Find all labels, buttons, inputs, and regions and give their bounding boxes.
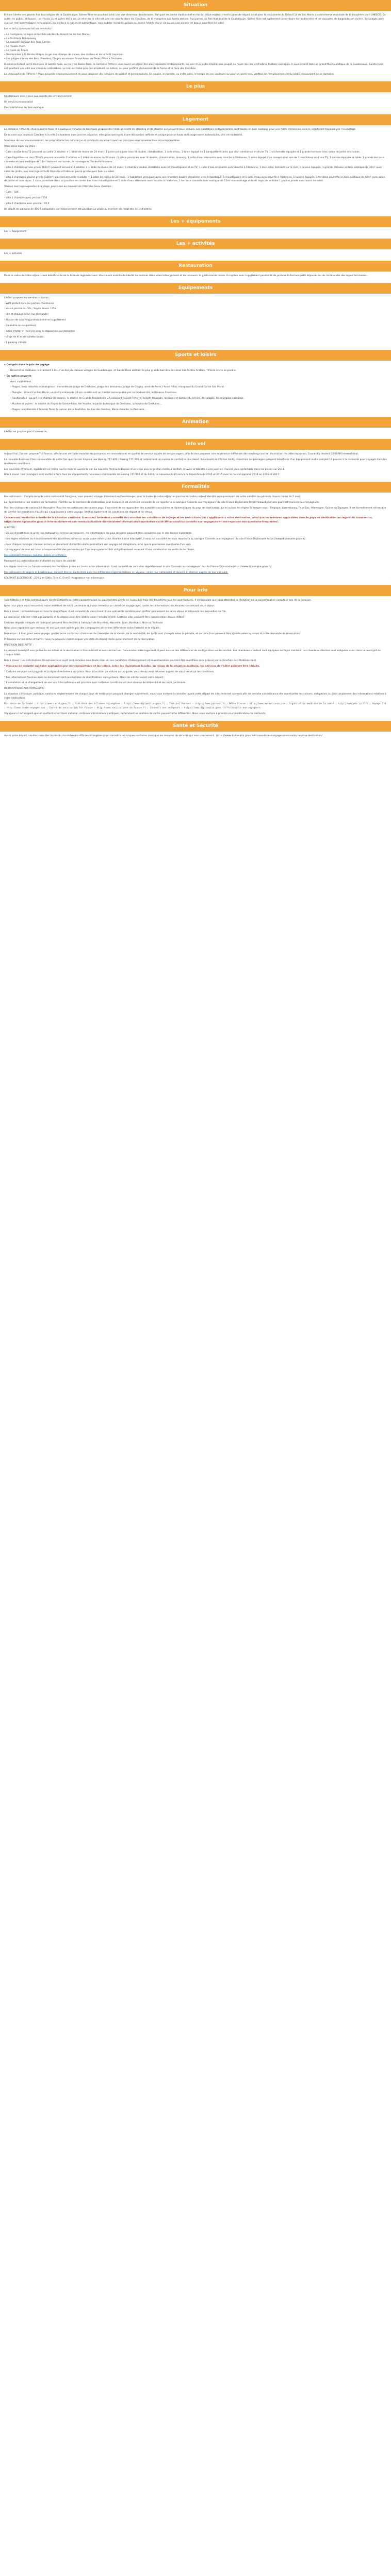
section-equipements-plus bbox=[0, 227, 391, 239]
info-vol-paragraph: Aujourd'hui, Corsair propose TUI France, affiche une véritable mondial en puissance, en innovation et en qualité de service auprès de ses passagers, afin de leur proposer une expérience différente dès son long courrier. Illustration de cette impulsion, Corsair/Ey devient CORSAIR International. bbox=[4, 452, 359, 455]
section-sports bbox=[0, 361, 391, 417]
formalites-note: - En cas d'écart avec la grille nos compagnies (et nos partenaires), les informations les plus récentes peuvent être consultées sur le site France diplomatie. bbox=[4, 532, 192, 535]
situation-paragraph: Idéalement placé entre Deshaies et Sainte-Rose, au nord de Basse-Terre, le Domaine TIPlerre vous ouvre un séjour des plus reposants et dépaysants, au sein d'un jardin tropical pas peuplé de fleurs des îles et d'arbres fruitiers exotiques. Il vous attend dans un grand flux touristique de la Guadeloupe, Sainte-Rose est pourtant une ville aux charmes indéniables. Le coin est idéal pour les amateurs de nature, ou pour profiter pleinement de la faune et la flore des Caraïbes. bbox=[4, 63, 384, 70]
le-plus-intro: On demeure mes Il bien aux abords des environnement bbox=[4, 95, 72, 98]
pour-info-links[interactable]: Ministère de la Santé : https://www.santé.gouv.fr ; Ministère des Affaires étrangères : https://www.diplomatie.gouv.fr ; Institut Pasteur : https://www.pasteur.fr ; Météo France : http://www.meteofrance.com ; Organisation mondiale de la santé : http://www.who.int/fr/ ; Voyage 2.0 : http://www.sante-voyages.com ; Centre de vaccination Air France : http://www.vaccinations-airfrance.fr ; Conseils aux voyageurs : https://www.diplomatie.gouv.fr/fr/conseils-aux-voyageurs bbox=[4, 703, 386, 709]
sports-option bbox=[4, 375, 387, 379]
formalites-paragraph: Les règles relatives au franchissement des frontières prime sur toute autre information. Il est conseillé de consulter régulièrement le site 'Conseils aux voyageurs' du site France Diplomatie https://www.diplomatie.gouv.fr/. bbox=[4, 566, 272, 569]
formalites-note: - Les règles relatives au franchissement des frontières prime sur toute autre information donnée à titre informatif, il vous est conseillé de vous reporter à la rubrique 'Conseils aux voyageurs' du site France Diplomatie https://www.diplomatie.gouv.fr/. bbox=[4, 537, 306, 540]
list-item: - Plongée : Grand Cul-Sac-Marin, un récif corallien de 29 km constituant un habitat remarquable par sa biodiversité, le Réserve Cousteau. bbox=[10, 392, 177, 395]
situation-intro: Encore intime des grands flux touristiques de la Guadeloupe, Sainte-Rose se prochant ainsi une vue charmeur dombreuses. Son port de pêche traditionnel en fait un atout majeur. Il est le point de départ idéal pour la découverte du Grand Cul de Sac Marin, classé réserve mondiale de la biosphère par l'UNESCO. En outre, en public, en bouse... Je n'avais vu et guère été à sol. Le relief de la ville est une vie colorée dans les Caraïbes, de la mangrove aux forêts denses. Aux portes du Parc National de la Guadeloupe, Sainte-Rose est également un territoire de randonnées et de cascades, de baignades en rivière. Ses plages avec vue sur mer sont typiques de la région, qui invite à la nature et authentique, sans oublier les belles plages ou calme hérités d'une vie au pouvoir animer de beaux couchers de soleil. bbox=[4, 14, 386, 25]
section-situation bbox=[0, 11, 391, 81]
pour-info-paragraph: Bon à savoir : la Guadeloupe est une île magnifique. Il est conseillé de vous munir d'une voiture de location pour profiter pleinement de votre séjour et découvrir les merveilles de l'île. bbox=[4, 610, 227, 613]
sports-text: Déserté/les Deshaies, si vraiment à mr., l'un des plus beaux villages de Guadeloupe, et Sainte-Rose abritant la plus grande barrière de corail des Petites Antilles, TIPierre invite sa piscine. bbox=[10, 369, 237, 372]
formalites-link[interactable]: Ressortissants français (adultes, bébés et enfants) : bbox=[4, 554, 67, 557]
formalites-note: - Pour chaque passager (mineur inclus) un document d'identité valide permettant son voyage est obligatoire, ainsi que la possession éventuelle d'un visa. bbox=[4, 543, 191, 546]
formalites-covid-warning: Concernant l'évolution actuelle de la situation sanitaire, il vous est fortement conseillé de consulter les conditions de voyage et les restrictions qui s'appliquent à votre destination, ainsi que les mesures applicables dans le pays de destination au regard du coronavirus. https://www.diplomatie.gouv.fr/fr/le-ministere-et-son-reseau/actualites-du-ministere/informations-coronavirus-covid-19/coronavirus-conseils-aux-voyageurs-et-nos-reponses-aux-questions-frequentes/. bbox=[4, 517, 373, 523]
list-item: - Linge de lit et de toilette fourni. bbox=[4, 335, 44, 338]
pour-info-paragraph: Précisions sur les dates et tarifs : nous ne pouvons communiquer une date de départ réelle qu'au moment de la réservation. bbox=[4, 638, 155, 641]
section-logement bbox=[0, 125, 391, 216]
situation-paragraph: La philosophie de TIPierre ? Vous accueillir chaleureusement et vous proposer des services de qualité et personnalisés. En couple, en famille, ou entre amis, le temps de vos vacances ou pour un week-end, profitez de l'emplacement et du cadre ressourçant de ce domaine. bbox=[4, 73, 335, 76]
equip-intro: L'hôtel propose les services suivants : bbox=[4, 296, 51, 299]
pour-info-paragraph: Taxe hôtelière et frais communiqués seront réceptifs de votre consommation ou pouvant être payés en euros. Les frais des transferts nous les sont facturés. Il est possible que vous attendiez la réception de la consommation compteur lors de la livraison. bbox=[4, 599, 312, 602]
logement-unit: - Case Fagotière sur mer (T3m²) pouvant accueillir 2 adultes + 1 bébé de moins de 24 mois : 1 pièce principale avec lit double, climatisation, dressing, 1 salle d'eau attenante avec douche à l'italienne, 1 salon équipé d'un canapé ainsi que de 1 ventilateur et d'une TV, 1 cuisine équipée et table. 1 grande terrasse couverte en bois exotique de 11m² donnant sur la mer, le mornage et l'île de Kahouanne. bbox=[4, 156, 384, 163]
sante-text: Avant votre départ, veuillez consulter le site du ministère des Affaires étrangères pour connaître les risques sanitaires ainsi que les mesures de sécurité qui vous concernent : https://www.diplomatie.gouv.fr/fr/conseils-aux-voyageurs/conseils-par-pays-destination/ bbox=[4, 734, 322, 737]
list-item: • La route de Rhum bbox=[4, 49, 387, 53]
list-item: - Randonnées : au gré des champs de cannes, la chaîne de Grande Randonnée GR1 passant devant TIPierre, la forêt tropicale, les bains et lactiers du lemier, des plages, les multiples cascades. bbox=[10, 397, 245, 400]
section-header-sports: Sports et loisirs bbox=[0, 350, 391, 361]
page bbox=[0, 0, 391, 743]
section-header-equipements-plus: Les + équipements bbox=[0, 216, 391, 227]
section-header-sante: Santé et Sécurité bbox=[0, 721, 391, 732]
situation-list-intro: Les + de la commune (et ses environs) : bbox=[4, 27, 53, 30]
info-vol-paragraph: Les nouvelles Premium, également en vente tout le monde suivant le vol. La nouvelle Premium dispose d'un siège plus large d'un meilleur confort, et avec la tablette a une position d'accès plus confortable dans les places sur 2014. bbox=[4, 468, 285, 471]
animation-text: L'hôtel ne propose pas d'animation. bbox=[4, 430, 48, 433]
logement-paragraph: Un dépôt de garantie de 400 € obligatoire par hébergement est payable sur place au moment de l'état des lieux d'entrée. bbox=[4, 208, 153, 211]
le-plus-line: Un service personnalisé bbox=[4, 100, 34, 104]
section-activites-plus bbox=[0, 249, 391, 261]
list-item: - Station de coaching professionnel en supplément bbox=[4, 319, 66, 322]
section-animation bbox=[0, 428, 391, 439]
pour-info-paragraph: Nous vous rappelons que certains de vos vols sont opérés par des compagnies aériennes différentes selon l'arrivée et le départ. bbox=[4, 627, 160, 630]
section-header-formalites: Formalités bbox=[0, 482, 391, 493]
list-item: • La cascade du Saut des Trois Cordes bbox=[4, 41, 387, 45]
formalites-bullet: Passeport ou carte nationale d'identité en cours de validité bbox=[4, 560, 76, 563]
equipements-text: Les + équipement bbox=[4, 230, 27, 233]
logement-fee: - Villa 2 chambres avec piscine : 95 € bbox=[4, 202, 50, 206]
pour-info-paragraph: Certains départs indiqués de l'aéroport peuvent être décalés à l'aéroport de Bruxelles, Marseille, Lyon, Bordeaux, Nice ou Toulouse. bbox=[4, 621, 164, 624]
pour-info-paragraph: * L'annulation et le changement de vos vols internationaux est possible sous certaines conditions et sous réserve de disponibilité de notre partenaire. bbox=[4, 682, 186, 685]
list-item: • Les plages d'Anse des Ilets, Plessiers, Clugny ou encore Grand Anse, de Perle, Pillon à Deshaies bbox=[4, 57, 387, 61]
formalites-note-title: A NOTER : bbox=[4, 526, 17, 529]
section-header-situation: Situation bbox=[0, 0, 391, 11]
section-header-animation: Animation bbox=[0, 417, 391, 428]
section-header-logement: Logement bbox=[0, 114, 391, 125]
section-header-info-vol: Info vol bbox=[0, 439, 391, 450]
info-vol-paragraph: Bon à savoir : les passagers sont invités à faire tous les équipements nouveaux commandés de Boeing 747/400 et du A330. Le nouveau A330 sera à la disposition de 2015 et 2016 avec le nouvel appareil 2014 en 2016 et 2017. bbox=[4, 473, 280, 477]
section-info-vol bbox=[0, 450, 391, 482]
list-item: - Table d'hôte 'a' réserver avec le disposition sur demande bbox=[4, 330, 75, 333]
pour-info-paragraph: Voyageurs il est rappelé que en quittant le territoire national, certaines informations juridiques, notamment en matière de santé, peuvent être différentes. Nous vous invitons à prendre en considération ces éléments. bbox=[4, 712, 267, 715]
section-equipements bbox=[0, 294, 391, 350]
logement-paragraph: Various mornage exposées à la plage, peut vous au moment de l'état des lieux chambre : bbox=[4, 185, 113, 189]
logement-paragraph: Vous serez logés au choix : bbox=[4, 145, 37, 148]
logement-fee: - Villa 1 chambre avec piscine : 65€ bbox=[4, 197, 47, 200]
formalites-paragraph: Pour les visiteurs de nationalité étrangère: Pour les ressortissants des autres pays, il convient de se rapprocher des autorités consulaires et diplomatiques du pays de destination. La loi suisse, les règles Schengen sont : Belgique, Luxembourg, Pays-Bas, Allemagne, Suisse ou Espagne, il est formellement nécessaire de vérifier les conditions d'accès qui s'appliquent à votre voyage. Vérifiez également les conditions de départ et de retour. bbox=[4, 507, 386, 514]
pour-info-paragraph: * Les informations fournies dans ce document sont susceptibles de modifications sans préavis. Merci de vérifier avant votre départ. bbox=[4, 676, 164, 679]
restauration-text: Dans le cadre de votre séjour, vous bénéficierez de la formule logement seul. Vous aurez ainsi toute liberté de cuisiner dans votre hébergement et de découvrir la gastronomie locale. En option avec supplément possibilité de prendre la formule petit déjeuner ou de commander des repas fait maison. bbox=[4, 274, 368, 277]
list-item: - Baiandrie en supplément bbox=[4, 325, 37, 328]
logement-paragraph: Soucieux de leur environnement, les propriétaires les ont conçus et construits en accord avec les principes environnementaux éco-responsables. bbox=[4, 140, 181, 143]
le-plus-line: Des habitations en bois exotique bbox=[4, 106, 44, 109]
logement-unit: - Villa 1 chambre privée privée (60m²) pouvant accueillir 2 adultes + 1 bébé de moins de 24 mois : 1 chambre double climatisée avec sa moustiquaire et sa TV, 1 salle d'eau attenante avec douche à l'italienne, 1 coin salon donnant sur la mer, 1 cuisine équipée, 1 grande terrasse en bois exotique de 30m² avec salon de jardin, vue mornage et forêt tropicale et table en pierre privée avec bain de soleil. bbox=[4, 166, 382, 173]
section-header-le-plus: Le plus bbox=[0, 81, 391, 92]
logement-paragraph: Le domaine TIPIERRE situé à Sainte-Rose et à quelques minutes de Deshaies propose des hébergements de standing et de charme qui peuvent vous séduire. Les habitations indépendantes sont toutes en bois exotique pour une fidèle immersion dans la végétation tropicale par l'envoûtage. bbox=[4, 128, 356, 131]
pour-info-paragraph: La connexion internet n'est pas garantie et la vitesse peut être limitée selon l'emplacement. Certains sites peuvent être inaccessibles depuis l'hôtel. bbox=[4, 616, 185, 619]
sports-subheading: • En option payante bbox=[4, 375, 387, 379]
logement-paragraph: De la case aux couleurs Caraïbes à la villa 2 chambres avec piscine privative, elles pourront touté d'une décoration raffinée et unique pour un beau métissage entre authenticité, chic et modernité. bbox=[4, 134, 243, 137]
list-item: • La Distillerie Reimonenq bbox=[4, 37, 387, 41]
list-item: - 1 parking clôturé bbox=[4, 341, 27, 344]
section-sante bbox=[0, 732, 391, 743]
section-le-plus bbox=[0, 92, 391, 115]
pour-info-paragraph: Note : sur place vous rencontrez votre assistant de notre partenaire qui vous remettra un carnet de voyage avec toutes les informations nécessaires concernant votre séjour. bbox=[4, 604, 215, 607]
list-item: - Plages, lieux désertés et mangrove : merveilleuse plage de Deshaies, plage des amoureux, plage de Clugny, anse de Perle, l'Anse Pillon, mangrove du Grand Cul de Sac Marin. bbox=[10, 386, 225, 389]
pour-info-warning: * Mesures de sécurité sanitaire appliquées par les transporteurs et les hôtels, selon les législations locales. En raison de la situation sanitaire, les services de l'hôtel peuvent être réduits. bbox=[4, 665, 260, 668]
pour-info-paragraph: Le présent descriptif vous présente les hôtels et la destination à titre indicatif et non contractuel. Concernant votre logement, il peut exister des différences de configuration ou décoration. Les chambres standard sont équipées de façon similaire. Les chambres décrites sont indiquées aussi dans le descriptif de chaque hôtel. bbox=[4, 650, 381, 656]
list-item: - Plages conditionnés à Grande Terre, le volcan de la Soufrière, les îles des Saintes, Marie-Galante, la Désirade... bbox=[10, 409, 146, 412]
section-header-equipements: Equipements bbox=[0, 283, 391, 294]
section-header-restauration: Restauration bbox=[0, 261, 391, 272]
list-item: • La mangrove, la lagon et les îlots abrités du Grand Cul de Sac Marin bbox=[4, 33, 387, 37]
formalites-paragraph: Ressortissants : Compte tenu de votre nationalité française, vous pouvez voyager librement en Guadeloupe, pour la durée de votre séjour en parcourant votre carte d'identité ou le passeport de votre validité (ou périmés depuis moins de 5 ans). bbox=[4, 496, 301, 499]
section-header-pour-info: Pour info bbox=[0, 585, 391, 596]
list-item: - Lits et chaises bébé (sur demande) bbox=[4, 313, 48, 316]
activites-text: Les + activités bbox=[4, 252, 22, 255]
pour-info-paragraph: PRÉCISION DESCRIPTIF : bbox=[4, 644, 34, 647]
list-item: • Randonnées à la Pointe Allègre, le gel des champs de canne, des rivières et de la forêt tropicale bbox=[4, 53, 387, 57]
section-restauration bbox=[0, 272, 391, 283]
logement-unit: - Villa 2 chambres piscine privée (120m²) pouvant accueillir 4 adulte + 1 bébé de moins de 24 mois : 1 habitation principale avec une chambre double climatisée avec lit baldaquin à moustiquaire et 1 salle d'eau avec douche à l'italienne, 1 cuisine équipée, 1 terrasse couverte en bois exotique de 40m² avec salon de jardin et coin repas, 1 suite parentale dans un pavillon en contre bas avec moustiquaire et 1 salle d'eau attenante avec douche à l'italienne, 1 terrasse couverte bois exotique de 15m² vue mornage et forêt tropicale et table 1 piscine privée avec bains de soleil. bbox=[4, 176, 385, 183]
formalites-note: - Le voyageur mineur est sous la responsabilité des personnes qui l'accompagnent et doit obligatoirement se munir d'une autorisation de sortie du territoire. bbox=[4, 549, 195, 552]
pour-info-paragraph: * Certains services sont payants et à régler directement sur place. Pour la location de voiture ou un guide, vous devez vous informer auprès de votre hôtel sur les conditions. bbox=[4, 670, 215, 673]
pour-info-paragraph: Remarque : Il faut, pour votre voyage, garder votre confort en choisissant le calendrier de la saison, de la rentabilité, les tarifs sont changés selon la période, et certains frais peuvent être ajoutés selon la saison et votre demande de réservation. bbox=[4, 633, 301, 636]
section-formalites bbox=[0, 493, 391, 585]
sports-compris bbox=[4, 363, 387, 367]
pour-info-heading: INFORMATIONS AUX VOYAGEURS : bbox=[4, 687, 46, 690]
pour-info-paragraph: Bon à savoir : Les informations transmises à ce sujet sont données sous toute réserve. Les conditions d'hébergement et de restauration peuvent être modifiées sans préavis par la direction de l'établissement. bbox=[4, 659, 257, 662]
logement-fee: - Case : 50€ bbox=[4, 191, 19, 194]
situation-list bbox=[4, 33, 387, 61]
section-pour-info bbox=[0, 596, 391, 721]
sports-subheading: • Compris dans le prix du voyage bbox=[4, 363, 387, 367]
pour-info-paragraph: La situation climatique, politique, sanitaire, réglementaire de chaque pays de destination pouvant changer subitement, nous vous invitons à consulter avant votre départ les sites internet suivants afin de prendre connaissance des éventuelles restrictions, obligations ou tout simplement des informations relatives à votre destination. bbox=[4, 693, 386, 700]
sports-option-intro: Avec supplément : bbox=[10, 380, 33, 383]
list-item: • Le musée rhum bbox=[4, 45, 387, 49]
section-header-activites-plus: Les + activités bbox=[0, 239, 391, 249]
formalites-electricity: COURANT ELECTRIQUE : 230 V et 50Hz. Type C, D et E. Adaptateur non nécessaire. bbox=[4, 577, 105, 580]
list-item: - WIFI gratuit dans les parties communes bbox=[4, 302, 54, 305]
list-item: - Veuve piscine à – 5% ; Soyez douce ! 25e bbox=[4, 308, 56, 311]
formalites-link[interactable]: Ressortissants étrangers et binationaux, doivent être en conformité avec les différentes réglementations en vigueur, selon leur nationalité et doivent s'informer auprès de leur consulat. bbox=[4, 571, 229, 574]
logement-unit: - Case caraïbe bleu/T2 pouvant accueillir 2 adultes + 1 bébé de moins de 24 mois : 1 pièce principale avec lit double, climatisation, 1 salle d'eau, 1 salon équipé de 1 banquette-lit ainsi que d'un ventilateur et d'une TV. 1 kitchenette équipée et 1 grande terrasse avec salon de jardin et chaises. bbox=[4, 151, 361, 154]
info-vol-paragraph: La nouvelle Business Class renouvellée de cette fois que Corsair dispose une Boeing 747-400 / Boeing 777-200 et notamment un niveau de confort le plus élevé. Nouveauté de l'Airbus A330, désormais les passagers peuvent bénéficier d'un équipement audio complet 16 pouces à la demande pour voyager dans les meilleures conditions. bbox=[4, 458, 387, 465]
formalites-paragraph: La réglementation en matière de formalités d'entrée sur le territoire de destination peut évoluer, il est vivement conseillé de se reporter à la rubrique 'Conseils aux voyageurs' du site France Diplomatie https://www.diplomatie.gouv.fr/fr/conseils-aux-voyageurs/. bbox=[4, 501, 320, 504]
list-item: - Musées et autres : le musée du Rhum de Sainte-Rose, Ver'musée, le jardin botanique de Deshaies, la marina de Deshaies... bbox=[10, 403, 162, 406]
